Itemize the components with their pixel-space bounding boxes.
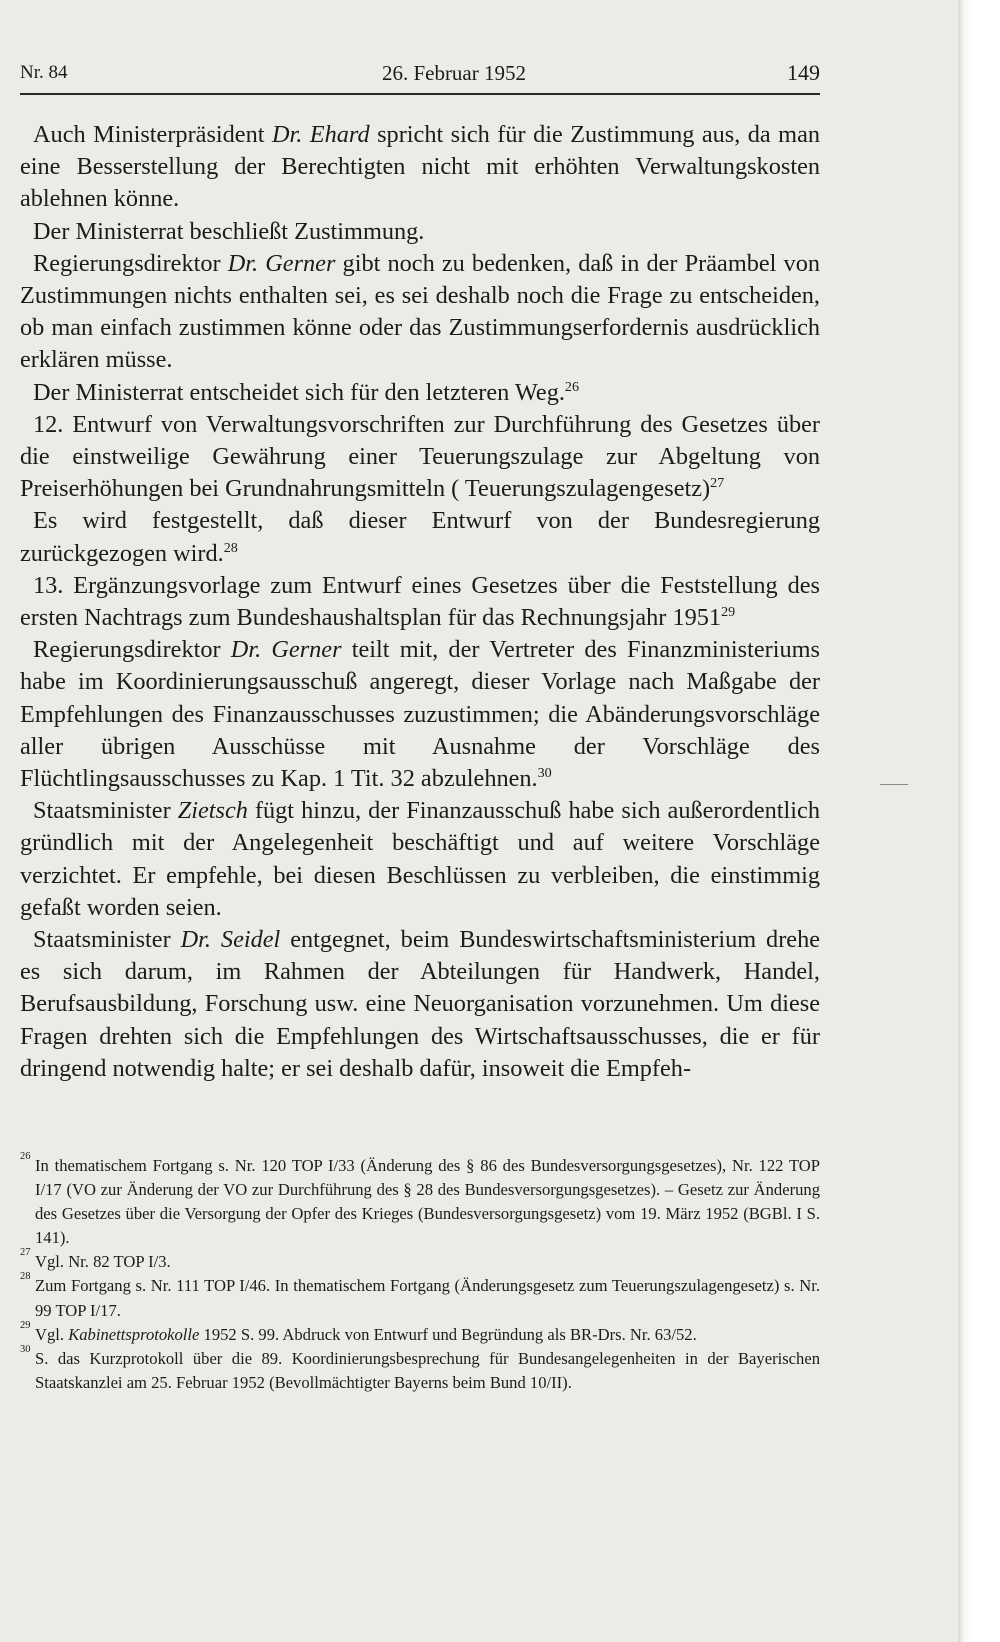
paragraph: Der Ministerrat beschließt Zustimmung.: [33, 217, 425, 245]
page-header: [20, 58, 820, 88]
page-number: 149: [787, 60, 820, 85]
footnote-text: In thematischem Fortgang s. Nr. 120 TOP I/33 (Änderung des § 86 des Bundesversorgungsgesetzes), Nr. 122 TOP I/17 (VO zur Änderung der VO zur Durchführung des § 28 des Bundesversorgungsgesetzes). – Gesetz zur Änderung des Gesetzes über die Versorgung der Opfer des Krieges (Bundesversorgungsgesetz) vom 19. März 1952 (BGBl. I S. 141).: [35, 1156, 820, 1248]
paragraph: Der Ministerrat entscheidet sich für den letzteren Weg.$^{26}$: [33, 378, 579, 406]
footnote-marker: 28: [20, 1271, 31, 1283]
agenda-item: 12. Entwurf von Verwaltungsvorschriften zur Durchführung des Gesetzes über die einstweilige Gewährung einer Teuerungszulage zur Abgeltung von Preiserhöhungen bei Grundnahrungsmitteln ( Teuerungszulagengesetz)$^{27}$: [20, 410, 820, 503]
footnote-reference: 28: [223, 539, 238, 556]
footnote: [20, 1319, 820, 1347]
footnote-text: Vgl. Nr. 82 TOP I/3.: [35, 1252, 171, 1272]
scan-border: [958, 0, 1000, 1642]
main-text: [20, 119, 820, 1085]
person-name: Dr. Seidel: [180, 926, 281, 954]
footnote-marker: 27: [20, 1247, 31, 1259]
paragraph: Auch Ministerpräsident Dr. Ehard spricht sich für die Zustimmung aus, da man eine Besserstellung der Berechtigten nicht mit erhöhten Verwaltungskosten ablehnen könne.: [20, 121, 820, 213]
footnote: [20, 1271, 820, 1322]
footnote: [20, 1247, 820, 1274]
footnote-reference: 30: [537, 764, 552, 781]
footnote: [20, 1151, 820, 1250]
footnote-reference: 29: [721, 603, 736, 620]
footnote: [20, 1343, 820, 1395]
margin-mark: [880, 784, 908, 785]
person-name: Dr. Ehard: [271, 121, 370, 148]
paragraph: Staatsminister Dr. Seidel entgegnet, beim Bundeswirtschaftsministerium drehe es sich darum, im Rahmen der Abteilungen für Handwerk, Handel, Berufsausbildung, Forschung usw. eine Neuorganisation vorzunehmen. Um diese Fragen drehten sich die Empfehlungen des Wirtschaftsausschusses, die er für dringend notwendig halte; er sei deshalb dafür, insoweit die Empfeh-: [20, 926, 821, 1082]
footnote-reference: 26: [564, 378, 579, 395]
person-name: Zietsch: [177, 797, 248, 825]
person-name: Dr. Gerner: [230, 636, 342, 664]
footnote-text: S. das Kurzprotokoll über die 89. Koordinierungsbesprechung für Bundesangelegenheiten in der Bayerischen Staatskanzlei am 25. Februar 1952 (Bevollmächtigter Bayerns beim Bund 10/II).: [35, 1348, 820, 1392]
header-date: 26. Februar 1952: [381, 61, 526, 85]
header-divider: [20, 93, 820, 95]
footnote-text: Zum Fortgang s. Nr. 111 TOP I/46. In thematischem Fortgang (Änderungsgesetz zum Teuerungszulagengesetz) s. Nr. 99 TOP I/17.: [35, 1276, 820, 1320]
person-name: Dr. Gerner: [227, 249, 336, 277]
footnote-marker: 30: [20, 1343, 31, 1355]
footnotes: [20, 1151, 820, 1395]
footnote-marker: 26: [20, 1151, 31, 1162]
publication-title: Kabinettsprotokolle: [68, 1324, 200, 1344]
paragraph: Regierungsdirektor Dr. Gerner teilt mit, der Vertreter des Finanzministeriums habe im Koordinierungsausschuß angeregt, dieser Vorlage nach Maßgabe der Empfehlungen des Finanzausschusses zuzustimmen; die Abänderungsvorschläge aller übrigen Ausschüsse mit Ausnahme der Vorschläge des Flüchtlingsausschusses zu Kap. 1 Tit. 32 abzulehnen.$^{30}$: [20, 636, 820, 793]
agenda-item: 13. Ergänzungsvorlage zum Entwurf eines Gesetzes über die Feststellung des ersten Nachtrags zum Bundeshaushaltsplan für das Rechnungsjahr 1951$^{29}$: [20, 571, 820, 632]
paragraph: Staatsminister Zietsch fügt hinzu, der Finanzausschuß habe sich außerordentlich gründlich mit der Angelegenheit beschäftigt und auf weitere Vorschläge verzichtet. Er empfehle, bei diesen Beschlüssen zu verbleiben, die einstimmig gefaßt worden seien.: [20, 797, 820, 921]
paragraph: Es wird festgestellt, daß dieser Entwurf von der Bundesregierung zurückgezogen wird.$^{28}$: [20, 507, 820, 567]
footnote-reference: 27: [710, 475, 725, 492]
paragraph: Regierungsdirektor Dr. Gerner gibt noch zu bedenken, daß in der Präambel von Zustimmungen nichts enthalten sei, es sei deshalb noch die Frage zu entscheiden, ob man einfach zustimmen könne oder das Zustimmungserfordernis ausdrücklich erklären müsse.: [20, 249, 820, 374]
document-number: Nr. 84: [20, 62, 68, 83]
footnote-text: Vgl. Kabinettsprotokolle 1952 S. 99. Abdruck von Entwurf und Begründung als BR-Drs. Nr. 63/52.: [35, 1324, 697, 1344]
footnote-marker: 29: [20, 1319, 31, 1331]
